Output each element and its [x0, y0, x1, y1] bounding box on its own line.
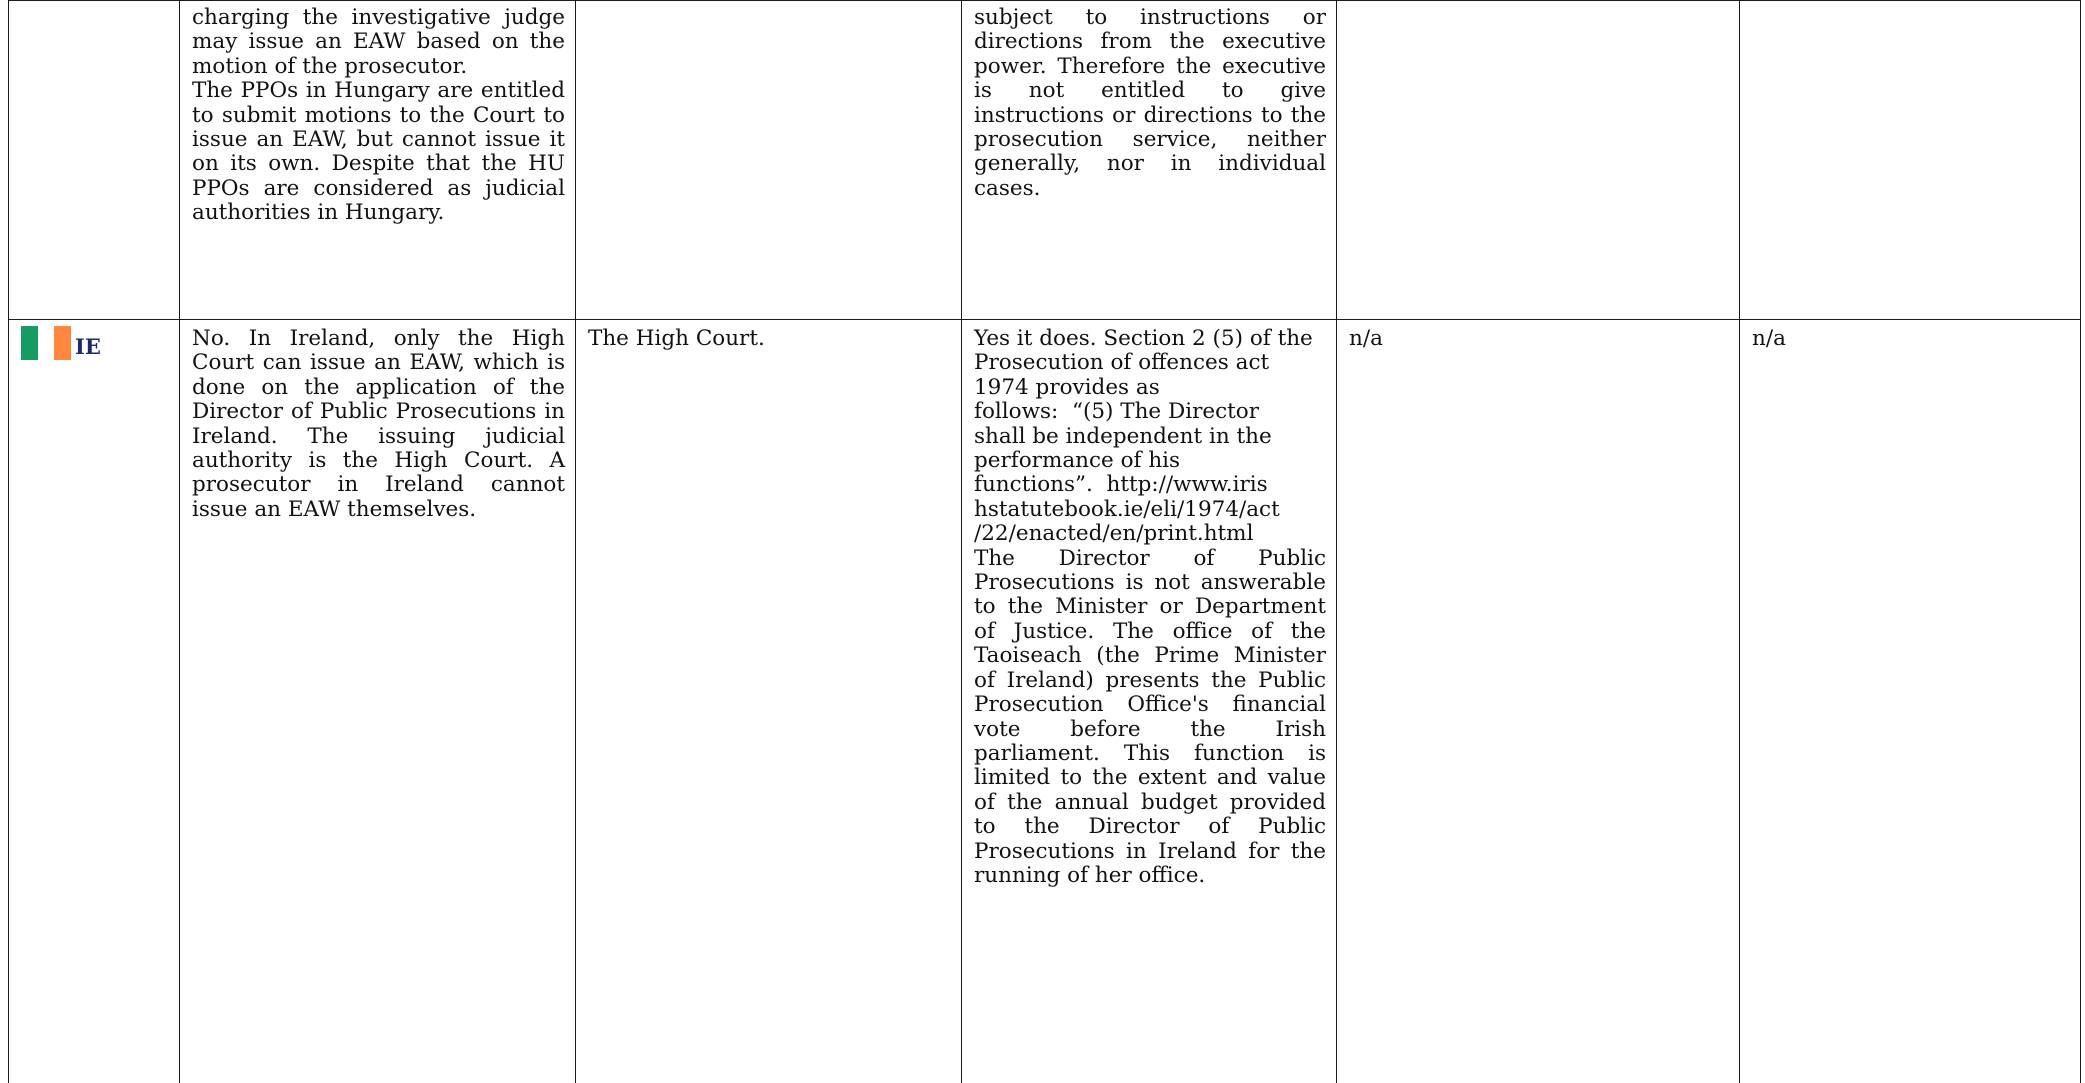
country-cell-ireland — [9, 320, 180, 1083]
issuing-authority-cell: The High Court. — [576, 320, 962, 1083]
independence-line: follows: “(5) The Director — [974, 399, 1259, 425]
independence-line: hstatutebook.ie/eli/1974/act — [974, 496, 1280, 522]
ireland-flag-icon — [21, 326, 71, 360]
authority-paragraph-2: The PPOs in Hungary are entitled to submit motions to the Court to issue an EAW, but cannot issue it on its own. Despite that the HU PPOs are considered as judicial authorities in Hungary. — [192, 78, 565, 226]
country-code: IE — [75, 333, 101, 359]
column-6-cell — [1740, 1, 2081, 320]
independence-line: Yes it does. Section 2 (5) of the — [974, 326, 1313, 351]
comparison-table — [8, 0, 2081, 1083]
independence-line: shall be independent in the — [974, 423, 1272, 449]
column-5-cell — [1337, 1, 1740, 320]
table-row-ireland — [9, 320, 2081, 1083]
independence-line: functions”. http://www.iris — [974, 472, 1268, 498]
table-row-previous — [9, 1, 2081, 320]
authority-paragraph-1: charging the investigative judge may issue an EAW based on the motion of the prosecutor. — [192, 5, 565, 79]
issuing-authority-cell — [576, 1, 962, 320]
country-cell-empty — [9, 1, 180, 320]
authority-text-cell — [180, 1, 576, 320]
independence-line: /22/enacted/en/print.html — [974, 521, 1254, 547]
independence-line: Prosecution of offences act — [974, 350, 1270, 376]
independence-cell — [962, 320, 1337, 1083]
independence-line: 1974 provides as — [974, 374, 1160, 400]
column-5-cell: n/a — [1337, 320, 1740, 1083]
independence-cell — [962, 1, 1337, 320]
column-6-cell: n/a — [1740, 320, 2081, 1083]
authority-paragraph: No. In Ireland, only the High Court can issue an EAW, which is done on the application of the Director of Public Prosecutions in Ireland. The issuing judicial authority is the High Court. A prosecutor in Ireland cannot issue an EAW themselves. — [192, 326, 565, 522]
independence-line: performance of his — [974, 448, 1181, 474]
authority-text-cell — [180, 320, 576, 1083]
independence-paragraph: The Director of Public Prosecutions is not answerable to the Minister or Department of Justice. The office of the Taoiseach (the Prime Minister of Ireland) presents the Public Prosecution Office's financial vote before the Irish parliament. This function is limited to the extent and value of the annual budget provided to the Director of Public Prosecutions in Ireland for the running of her office. — [974, 545, 1326, 888]
independence-paragraph: subject to instructions or directions from the executive power. Therefore the executive is not entitled to give instructions or directions to the prosecution service, neither generally, nor in individual cases. — [974, 5, 1326, 201]
independence-quote-block — [974, 327, 1326, 547]
